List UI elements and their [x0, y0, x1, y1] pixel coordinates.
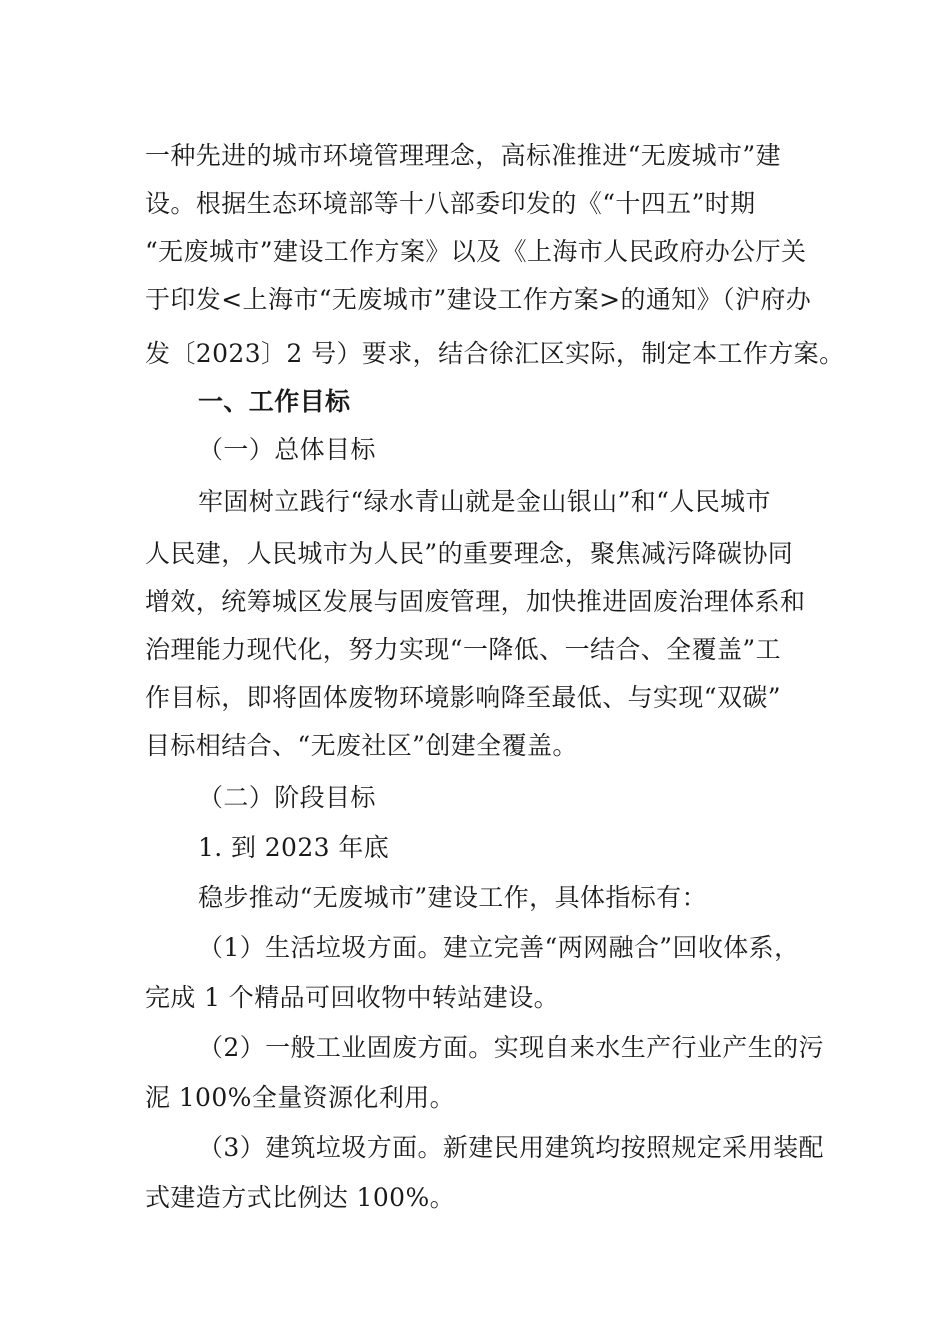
- body-text-line: 人民建，人民城市为人民”的重要理念，聚焦减污降碳协同: [145, 539, 794, 568]
- subsection-heading: （一）总体目标: [198, 435, 376, 464]
- list-item-line: （1）生活垃圾方面。建立完善“两网融合”回收体系，: [198, 933, 800, 962]
- body-text-line: 发〔2023〕2 号）要求，结合徐汇区实际，制定本工作方案。: [145, 339, 845, 368]
- body-text-line: 稳步推动“无废城市”建设工作，具体指标有：: [198, 883, 707, 912]
- list-item-line: 泥 100%全量资源化利用。: [145, 1083, 456, 1112]
- section-heading: 一、工作目标: [198, 387, 351, 416]
- body-text-line: 一种先进的城市环境管理理念，高标准推进“无废城市”建: [145, 141, 781, 170]
- list-item-line: （2）一般工业固废方面。实现自来水生产行业产生的污: [198, 1033, 824, 1062]
- item-heading: 1. 到 2023 年底: [198, 833, 390, 862]
- body-text-line: 设。根据生态环境部等十八部委印发的《“十四五”时期: [145, 189, 756, 218]
- body-text-line: 于印发<上海市“无废城市”建设工作方案>的通知》（沪府办: [145, 285, 812, 314]
- subsection-heading: （二）阶段目标: [198, 783, 376, 812]
- body-text-line: 作目标，即将固体废物环境影响降至最低、与实现“双碳”: [145, 683, 781, 712]
- list-item-line: 完成 1 个精品可回收物中转站建设。: [145, 983, 560, 1012]
- body-text-line: 牢固树立践行“绿水青山就是金山银山”和“人民城市: [198, 487, 771, 516]
- body-text-line: 目标相结合、“无废社区”创建全覆盖。: [145, 731, 578, 760]
- body-text-line: 治理能力现代化，努力实现“一降低、一结合、全覆盖”工: [145, 635, 781, 664]
- body-text-line: “无废城市”建设工作方案》以及《上海市人民政府办公厅关: [145, 237, 807, 266]
- body-text-line: 增效，统筹城区发展与固废管理，加快推进固废治理体系和: [145, 587, 806, 616]
- list-item-line: （3）建筑垃圾方面。新建民用建筑均按照规定采用装配: [198, 1133, 824, 1162]
- list-item-line: 式建造方式比例达 100%。: [145, 1183, 456, 1212]
